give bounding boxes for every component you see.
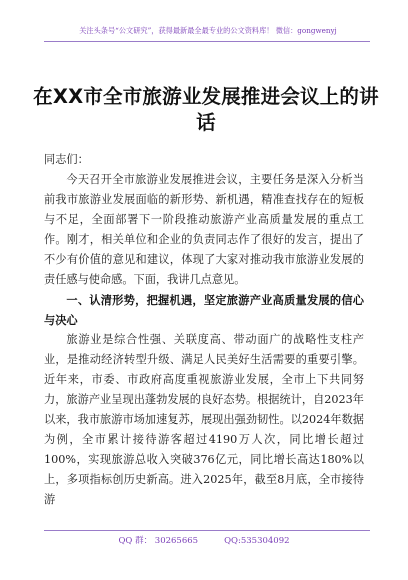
footer-qq-number: QQ:535304092: [224, 536, 290, 546]
footer-qq-group: QQ 群： 30265665: [118, 536, 199, 546]
paragraph-body: 旅游业是综合性强、关联度高、带动面广的战略性支柱产业，是推动经济转型升级、满足人民美好生活需要的重要引擎。近年来，市委、市政府高度重视旅游业发展，全市上下共同努力，旅游产业呈现出蓬勃发展的良好态势。根据统计，自2023年以来，我市旅游市场加速复苏，展现出强劲韧性。以2024年数据为例，全市累计接待游客超过4190万人次，同比增长超过100%，实现旅游总收入突破376亿元，同比增长高达180%以上，多项指标创历史新高。进入2025年，截至8月底，全市接待游: [44, 333, 364, 506]
footer-contact: [0, 535, 408, 547]
footer-divider: [44, 530, 370, 531]
section-heading-1: 一、认清形势，把握机遇，坚定旅游产业高质量发展的信心与决心: [44, 293, 364, 327]
header-divider: [44, 41, 370, 42]
salutation: 同志们：: [44, 153, 89, 166]
document-title: 在XX市全市旅游业发展推进会议上的讲话: [33, 85, 379, 134]
paragraph-intro: 今天召开全市旅游业发展推进会议，主要任务是深入分析当前我市旅游业发展面临的新形势、新机遇，精准查找存在的短板与不足，全面部署下一阶段推动旅游产业高质量发展的重点工作。刚才，相关单位和企业的负责同志作了很好的发言，提出了不少有价值的意见和建议，体现了大家对推动我市旅游业发展的责任感与使命感。下面，我讲几点意见。: [44, 173, 364, 286]
header-banner: 关注头条号“公文研究”，获得最新最全最专业的公文资料库！ 微信：gongwenyj: [79, 26, 337, 35]
document-body: [44, 150, 364, 510]
